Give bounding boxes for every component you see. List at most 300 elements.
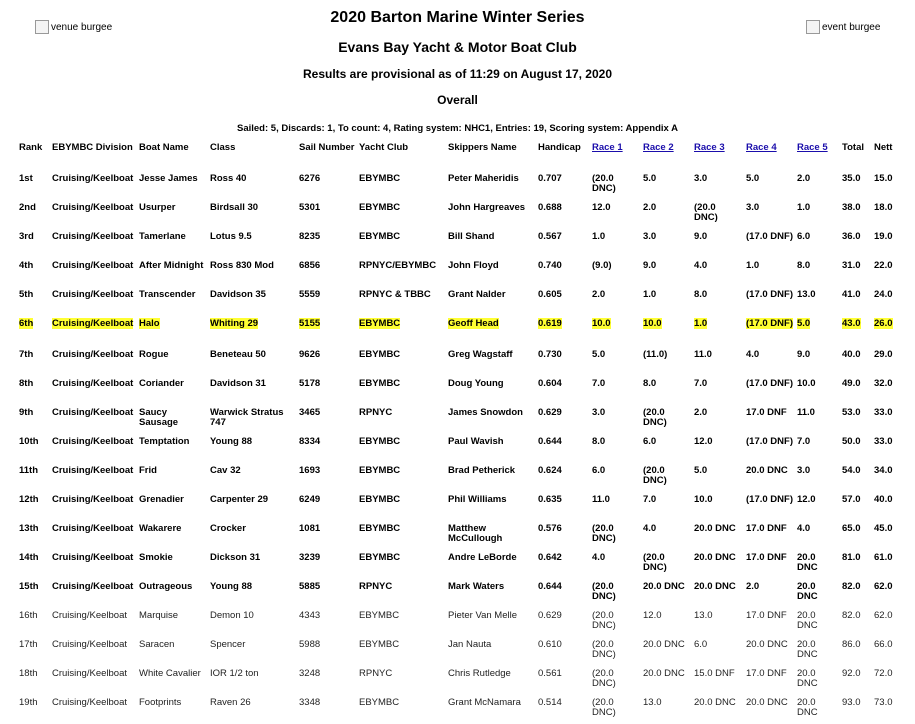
table-row xyxy=(17,405,902,434)
cell-r4 xyxy=(744,695,795,724)
cell-total-text: 38.0 xyxy=(842,202,861,213)
cell-division xyxy=(50,666,137,695)
cell-skipper-text: Mark Waters xyxy=(448,581,505,592)
cell-rank xyxy=(17,521,50,550)
cell-r4-text: 5.0 xyxy=(746,173,760,184)
cell-total xyxy=(840,376,872,405)
cell-r4-text: 20.0 DNC xyxy=(746,465,788,476)
cell-rank-text: 8th xyxy=(19,378,34,389)
cell-handicap-text: 0.514 xyxy=(538,697,562,708)
cell-boat-text: Grenadier xyxy=(139,494,184,505)
cell-club-text: EBYMBC xyxy=(359,378,401,389)
cell-sail xyxy=(297,316,357,347)
cell-skipper-text: Brad Petherick xyxy=(448,465,516,476)
cell-r1-text: 10.0 xyxy=(592,318,611,329)
cell-division-text: Cruising/Keelboat xyxy=(52,231,134,242)
cell-r2-text: 20.0 DNC xyxy=(643,639,685,650)
cell-rank xyxy=(17,463,50,492)
cell-r2 xyxy=(641,550,692,579)
cell-class-text: Cav 32 xyxy=(210,465,241,476)
cell-r1-text: (20.0 DNC) xyxy=(592,610,616,631)
cell-club xyxy=(357,666,446,695)
race-1-link[interactable]: Race 1 xyxy=(592,142,623,153)
cell-class xyxy=(208,637,297,666)
cell-nett-text: 33.0 xyxy=(874,436,893,447)
cell-club xyxy=(357,405,446,434)
cell-skipper xyxy=(446,521,536,550)
cell-club-text: RPNYC xyxy=(359,581,393,592)
cell-r2 xyxy=(641,405,692,434)
cell-r4-text: 17.0 DNF xyxy=(746,610,787,621)
cell-sail xyxy=(297,200,357,229)
cell-r1 xyxy=(590,695,641,724)
cell-r2-text: 4.0 xyxy=(643,523,657,534)
cell-r4-text: (17.0 DNF) xyxy=(746,494,793,505)
cell-club-text: RPNYC xyxy=(359,668,393,679)
cell-r4-text: 2.0 xyxy=(746,581,760,592)
cell-r4 xyxy=(744,550,795,579)
cell-r2-text: (20.0 DNC) xyxy=(643,552,667,573)
race-5-link[interactable]: Race 5 xyxy=(797,142,828,153)
cell-class-text: Demon 10 xyxy=(210,610,254,621)
cell-r3 xyxy=(692,347,744,376)
cell-r4-text: (17.0 DNF) xyxy=(746,436,793,447)
cell-nett-text: 22.0 xyxy=(874,260,893,271)
cell-r3-text: 15.0 DNF xyxy=(694,668,735,679)
cell-r1-text: 11.0 xyxy=(592,494,610,505)
cell-r3 xyxy=(692,608,744,637)
cell-sail-text: 5155 xyxy=(299,318,321,329)
cell-r3-text: 9.0 xyxy=(694,231,708,242)
cell-boat xyxy=(137,666,208,695)
cell-r2-text: 10.0 xyxy=(643,318,662,329)
cell-club-text: RPNYC & TBBC xyxy=(359,289,431,300)
cell-club xyxy=(357,695,446,724)
cell-division-text: Cruising/Keelboat xyxy=(52,202,134,213)
col-race-3 xyxy=(692,140,744,171)
cell-boat-text: Usurper xyxy=(139,202,176,213)
club-name: Evans Bay Yacht & Motor Boat Club xyxy=(338,39,577,55)
cell-r3-text: 10.0 xyxy=(694,494,713,505)
cell-handicap xyxy=(536,200,590,229)
cell-rank-text: 7th xyxy=(19,349,34,360)
cell-r5-text: 20.0 DNC xyxy=(797,552,818,573)
cell-boat-text: Transcender xyxy=(139,289,196,300)
cell-sail xyxy=(297,287,357,316)
cell-division xyxy=(50,521,137,550)
cell-skipper xyxy=(446,200,536,229)
cell-nett xyxy=(872,666,902,695)
cell-r5 xyxy=(795,550,840,579)
cell-r1-text: 5.0 xyxy=(592,349,606,360)
cell-club-text: EBYMBC xyxy=(359,231,401,242)
cell-total xyxy=(840,463,872,492)
cell-class xyxy=(208,695,297,724)
cell-division-text: Cruising/Keelboat xyxy=(52,378,134,389)
cell-sail xyxy=(297,347,357,376)
cell-skipper-text: Greg Wagstaff xyxy=(448,349,513,360)
cell-total-text: 65.0 xyxy=(842,523,861,534)
cell-total-text: 35.0 xyxy=(842,173,861,184)
cell-division xyxy=(50,579,137,608)
cell-handicap-text: 0.642 xyxy=(538,552,562,563)
cell-division xyxy=(50,258,137,287)
cell-r4 xyxy=(744,376,795,405)
race-2-link[interactable]: Race 2 xyxy=(643,142,674,153)
table-row xyxy=(17,200,902,229)
cell-boat-text: Rogue xyxy=(139,349,169,360)
cell-r1 xyxy=(590,171,641,200)
table-row xyxy=(17,258,902,287)
cell-r3 xyxy=(692,695,744,724)
cell-club xyxy=(357,608,446,637)
cell-r2-text: 5.0 xyxy=(643,173,657,184)
cell-r5-text: 8.0 xyxy=(797,260,811,271)
cell-sail-text: 5301 xyxy=(299,202,321,213)
cell-r2 xyxy=(641,316,692,347)
cell-r1-text: 1.0 xyxy=(592,231,606,242)
cell-division-text: Cruising/Keelboat xyxy=(52,289,134,300)
cell-rank xyxy=(17,258,50,287)
cell-r1-text: (20.0 DNC) xyxy=(592,697,616,718)
page-title: 2020 Barton Marine Winter Series xyxy=(330,9,585,26)
cell-class-text: Ross 40 xyxy=(210,173,247,184)
cell-total xyxy=(840,171,872,200)
cell-total xyxy=(840,316,872,347)
cell-club-text: EBYMBC xyxy=(359,494,401,505)
cell-r3-text: 4.0 xyxy=(694,260,708,271)
cell-r3 xyxy=(692,316,744,347)
cell-handicap-text: 0.707 xyxy=(538,173,562,184)
cell-r4-text: (17.0 DNF) xyxy=(746,231,793,242)
cell-division-text: Cruising/Keelboat xyxy=(52,610,127,621)
cell-skipper-text: John Hargreaves xyxy=(448,202,526,213)
cell-club xyxy=(357,287,446,316)
cell-r1-text: (9.0) xyxy=(592,260,612,271)
cell-division xyxy=(50,347,137,376)
cell-r3-text: 1.0 xyxy=(694,318,708,329)
cell-nett-text: 29.0 xyxy=(874,349,893,360)
cell-total xyxy=(840,492,872,521)
cell-nett-text: 19.0 xyxy=(874,231,893,242)
cell-r1 xyxy=(590,463,641,492)
cell-r5 xyxy=(795,405,840,434)
cell-division xyxy=(50,200,137,229)
cell-r2-text: 12.0 xyxy=(643,610,662,621)
cell-total-text: 40.0 xyxy=(842,349,861,360)
cell-club xyxy=(357,492,446,521)
cell-total xyxy=(840,521,872,550)
cell-total xyxy=(840,287,872,316)
cell-division xyxy=(50,229,137,258)
cell-r2-text: (11.0) xyxy=(643,349,668,360)
cell-rank-text: 14th xyxy=(19,552,39,563)
cell-r5 xyxy=(795,579,840,608)
cell-handicap xyxy=(536,608,590,637)
cell-rank-text: 5th xyxy=(19,289,34,300)
cell-r1-text: (20.0 DNC) xyxy=(592,173,616,194)
cell-r3 xyxy=(692,405,744,434)
cell-skipper-text: Paul Wavish xyxy=(448,436,504,447)
cell-nett xyxy=(872,695,902,724)
cell-rank xyxy=(17,287,50,316)
event-burgee-alt: event burgee xyxy=(822,21,881,33)
cell-class xyxy=(208,579,297,608)
cell-r1 xyxy=(590,579,641,608)
table-row xyxy=(17,666,902,695)
cell-r2 xyxy=(641,200,692,229)
cell-class xyxy=(208,171,297,200)
cell-handicap xyxy=(536,579,590,608)
cell-skipper xyxy=(446,229,536,258)
cell-handicap xyxy=(536,258,590,287)
cell-nett-text: 73.0 xyxy=(874,697,893,708)
cell-sail-text: 5885 xyxy=(299,581,321,592)
cell-rank xyxy=(17,347,50,376)
cell-nett xyxy=(872,287,902,316)
cell-class-text: Davidson 31 xyxy=(210,378,266,389)
cell-boat xyxy=(137,405,208,434)
cell-sail xyxy=(297,229,357,258)
cell-class xyxy=(208,492,297,521)
cell-r1 xyxy=(590,434,641,463)
cell-r3-text: 3.0 xyxy=(694,173,708,184)
cell-rank-text: 12th xyxy=(19,494,39,505)
cell-boat xyxy=(137,608,208,637)
cell-rank-text: 17th xyxy=(19,639,38,650)
cell-r3 xyxy=(692,229,744,258)
cell-r5 xyxy=(795,492,840,521)
cell-division xyxy=(50,608,137,637)
cell-sail-text: 5178 xyxy=(299,378,321,389)
cell-r4-text: (17.0 DNF) xyxy=(746,289,793,300)
cell-r3 xyxy=(692,550,744,579)
cell-r1 xyxy=(590,492,641,521)
table-row xyxy=(17,316,902,347)
cell-rank-text: 2nd xyxy=(19,202,36,213)
cell-class-text: Carpenter 29 xyxy=(210,494,269,505)
cell-nett-text: 62.0 xyxy=(874,581,893,592)
cell-total xyxy=(840,637,872,666)
cell-nett-text: 32.0 xyxy=(874,378,893,389)
cell-rank xyxy=(17,666,50,695)
cell-skipper xyxy=(446,666,536,695)
cell-club-text: EBYMBC xyxy=(359,318,401,329)
cell-boat-text: Frid xyxy=(139,465,157,476)
cell-division-text: Cruising/Keelboat xyxy=(52,407,134,418)
cell-r4-text: (17.0 DNF) xyxy=(746,378,793,389)
cell-r2 xyxy=(641,229,692,258)
cell-nett xyxy=(872,521,902,550)
col-total: Total xyxy=(842,142,864,153)
cell-rank-text: 3rd xyxy=(19,231,34,242)
cell-total-text: 41.0 xyxy=(842,289,861,300)
cell-r1-text: 6.0 xyxy=(592,465,606,476)
cell-r2 xyxy=(641,376,692,405)
cell-r2-text: 2.0 xyxy=(643,202,657,213)
cell-class xyxy=(208,258,297,287)
cell-division xyxy=(50,171,137,200)
cell-handicap-text: 0.644 xyxy=(538,436,562,447)
cell-nett xyxy=(872,492,902,521)
cell-r2 xyxy=(641,287,692,316)
cell-rank xyxy=(17,695,50,724)
cell-handicap-text: 0.576 xyxy=(538,523,562,534)
cell-handicap xyxy=(536,171,590,200)
cell-club xyxy=(357,229,446,258)
cell-sail xyxy=(297,258,357,287)
cell-nett-text: 45.0 xyxy=(874,523,893,534)
cell-sail xyxy=(297,521,357,550)
cell-boat xyxy=(137,695,208,724)
cell-r4 xyxy=(744,637,795,666)
cell-class xyxy=(208,434,297,463)
cell-r2-text: 3.0 xyxy=(643,231,657,242)
cell-r5-text: 2.0 xyxy=(797,173,811,184)
cell-nett xyxy=(872,463,902,492)
cell-r1 xyxy=(590,521,641,550)
cell-r3-text: 7.0 xyxy=(694,378,708,389)
cell-class-text: Lotus 9.5 xyxy=(210,231,252,242)
results-table xyxy=(17,140,902,724)
cell-club xyxy=(357,376,446,405)
cell-sail xyxy=(297,550,357,579)
cell-r4 xyxy=(744,229,795,258)
cell-rank-text: 1st xyxy=(19,173,33,184)
cell-r4 xyxy=(744,579,795,608)
cell-boat xyxy=(137,200,208,229)
cell-r1 xyxy=(590,608,641,637)
col-division: EBYMBC Division xyxy=(52,142,133,153)
series-summary: Sailed: 5, Discards: 1, To count: 4, Rating system: NHC1, Entries: 19, Scoring system: Appendix A xyxy=(237,123,678,134)
cell-total-text: 53.0 xyxy=(842,407,861,418)
cell-r5-text: 7.0 xyxy=(797,436,811,447)
cell-total-text: 86.0 xyxy=(842,639,861,650)
cell-nett-text: 26.0 xyxy=(874,318,893,329)
cell-sail xyxy=(297,405,357,434)
cell-nett-text: 33.0 xyxy=(874,407,893,418)
cell-handicap xyxy=(536,666,590,695)
cell-total-text: 50.0 xyxy=(842,436,861,447)
cell-club xyxy=(357,550,446,579)
cell-total xyxy=(840,666,872,695)
cell-division xyxy=(50,434,137,463)
cell-class-text: Spencer xyxy=(210,639,246,650)
cell-rank xyxy=(17,434,50,463)
cell-r5 xyxy=(795,287,840,316)
cell-nett-text: 18.0 xyxy=(874,202,893,213)
cell-r4 xyxy=(744,521,795,550)
cell-boat-text: Footprints xyxy=(139,697,182,708)
cell-handicap xyxy=(536,229,590,258)
cell-r5 xyxy=(795,347,840,376)
cell-class xyxy=(208,287,297,316)
cell-handicap xyxy=(536,463,590,492)
cell-rank-text: 4th xyxy=(19,260,34,271)
cell-club-text: RPNYC/EBYMBC xyxy=(359,260,437,271)
cell-r3-text: 20.0 DNC xyxy=(694,581,736,592)
header-row xyxy=(17,140,902,171)
cell-handicap xyxy=(536,434,590,463)
cell-r3-text: 11.0 xyxy=(694,349,712,360)
cell-handicap xyxy=(536,347,590,376)
cell-class xyxy=(208,550,297,579)
venue-burgee-alt: venue burgee xyxy=(51,21,113,33)
cell-r1 xyxy=(590,405,641,434)
cell-r3-text: 2.0 xyxy=(694,407,708,418)
cell-rank xyxy=(17,608,50,637)
cell-nett-text: 40.0 xyxy=(874,494,893,505)
cell-r2-text: 20.0 DNC xyxy=(643,581,685,592)
cell-club-text: EBYMBC xyxy=(359,523,401,534)
cell-skipper xyxy=(446,171,536,200)
cell-skipper xyxy=(446,695,536,724)
cell-r1-text: 8.0 xyxy=(592,436,606,447)
cell-r2 xyxy=(641,608,692,637)
cell-r2-text: (20.0 DNC) xyxy=(643,465,667,486)
table-row xyxy=(17,492,902,521)
cell-handicap-text: 0.567 xyxy=(538,231,562,242)
cell-r4 xyxy=(744,608,795,637)
cell-rank xyxy=(17,550,50,579)
cell-sail xyxy=(297,579,357,608)
cell-club-text: EBYMBC xyxy=(359,610,400,621)
cell-r5-text: 6.0 xyxy=(797,231,811,242)
cell-r3 xyxy=(692,521,744,550)
race-4-link[interactable]: Race 4 xyxy=(746,142,777,153)
cell-skipper xyxy=(446,347,536,376)
cell-skipper-text: Jan Nauta xyxy=(448,639,492,650)
cell-total-text: 31.0 xyxy=(842,260,861,271)
table-row xyxy=(17,376,902,405)
cell-boat-text: After Midnight xyxy=(139,260,204,271)
cell-r5 xyxy=(795,171,840,200)
cell-division xyxy=(50,316,137,347)
cell-boat xyxy=(137,550,208,579)
cell-total-text: 57.0 xyxy=(842,494,861,505)
cell-club xyxy=(357,200,446,229)
cell-club xyxy=(357,316,446,347)
cell-r2 xyxy=(641,637,692,666)
cell-rank xyxy=(17,200,50,229)
cell-division xyxy=(50,405,137,434)
cell-r3-text: 20.0 DNC xyxy=(694,697,736,708)
cell-club-text: EBYMBC xyxy=(359,639,400,650)
cell-r3 xyxy=(692,171,744,200)
cell-boat xyxy=(137,316,208,347)
cell-r1 xyxy=(590,229,641,258)
cell-r3 xyxy=(692,376,744,405)
cell-r2-text: 9.0 xyxy=(643,260,657,271)
cell-division xyxy=(50,492,137,521)
cell-total-text: 54.0 xyxy=(842,465,861,476)
cell-rank-text: 19th xyxy=(19,697,38,708)
cell-club xyxy=(357,347,446,376)
cell-club-text: EBYMBC xyxy=(359,465,401,476)
race-3-link[interactable]: Race 3 xyxy=(694,142,725,153)
cell-total xyxy=(840,200,872,229)
cell-r2 xyxy=(641,666,692,695)
cell-sail xyxy=(297,666,357,695)
cell-handicap-text: 0.619 xyxy=(538,318,562,329)
cell-r4-text: 17.0 DNF xyxy=(746,552,787,563)
cell-r1-text: 3.0 xyxy=(592,407,606,418)
cell-r1 xyxy=(590,637,641,666)
cell-r2 xyxy=(641,492,692,521)
cell-r2-text: 20.0 DNC xyxy=(643,668,685,679)
cell-club-text: EBYMBC xyxy=(359,436,401,447)
cell-division xyxy=(50,376,137,405)
